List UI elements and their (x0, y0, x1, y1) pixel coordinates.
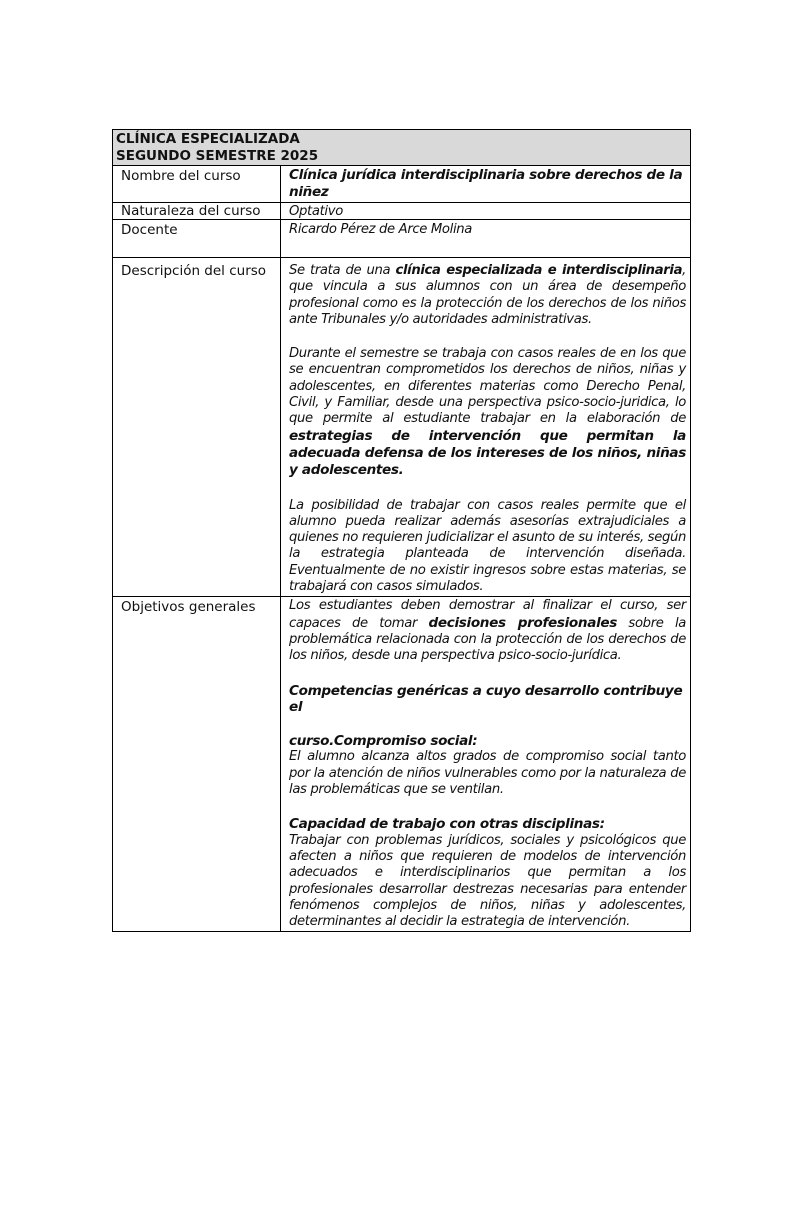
docente-value (281, 220, 691, 258)
capacidad-heading: Capacidad de trabajo con otras disciplinas: (289, 816, 605, 833)
descripcion-p2-bold: estrategias de intervención que permitan la adecuada defensa de los intereses de los niños, niñas y adolescentes. (289, 427, 686, 479)
naturaleza-value: Optativo (281, 203, 691, 220)
descripcion-label: Descripción del curso (113, 258, 281, 597)
capacidad-text: Trabajar con problemas jurídicos, sociales y psicológicos que afecten a niños que requieren de modelos de intervención adecuados e interdisciplinarios que permitan a los profesionales desarrollar destrezas necesarias para entender fenómenos complejos de niños, niñas y adolescentes, determinantes al decidir la estrategia de intervención. (289, 832, 686, 930)
objetivos-value (281, 597, 691, 932)
table-header (113, 130, 691, 166)
objetivos-p1-c: sobre la problemática relacionada con la protección de los derechos de los niños, desde una perspectiva psico-socio-jurídica. (289, 615, 687, 664)
table-row (113, 203, 691, 220)
descripcion-p1-bold: clínica especializada e interdisciplinaria (395, 263, 683, 278)
descripcion-value (281, 258, 691, 597)
descripcion-p1-a: Se trata de una (289, 263, 396, 278)
objetivos-label: Objetivos generales (113, 597, 281, 932)
descripcion-p1-c: , que vincula a sus alumnos con un área de desempeño profesional como es la protección de los derechos de los niños ante Tribunales y/o autoridades administrativas. (289, 263, 686, 327)
descripcion-p2-a: Durante el semestre se trabaja con casos reales de en los que se encuentran comprometidos los derechos de niños, niñas y adolescentes, en diferentes materias como Derecho Penal, Civil, y Familiar, desde una perspectiva psico-socio-juridica, lo que permite al estudiante trabajar en la elaboración de (289, 346, 686, 427)
table-row (113, 220, 691, 258)
objetivos-p1-bold: decisiones profesionales (428, 614, 617, 631)
objetivos-p1-a: Los estudiantes deben demostrar al finalizar el curso, ser capaces de tomar (289, 598, 686, 631)
header-line-1: CLÍNICA ESPECIALIZADA (116, 131, 300, 147)
course-info-table (112, 129, 691, 932)
table-row (113, 166, 691, 203)
descripcion-paragraph-1 (289, 263, 686, 328)
descripcion-paragraph-3: La posibilidad de trabajar con casos reales permite que el alumno pueda realizar además asesorías extrajudiciales a quienes no requieren judicializar el asunto de su interés, según la estrategia planteada de intervención diseñada. Eventualmente de no existir ingresos sobre estas materias, se trabajará con casos simulados. (289, 497, 686, 595)
competencias-heading-2: curso.Compromiso social: (289, 733, 478, 750)
objetivos-paragraph-1 (289, 598, 686, 664)
compromiso-text: El alumno alcanza altos grados de compromiso social tanto por la atención de niños vulnerables como por la naturaleza de las problemáticas que se ventilan. (289, 749, 686, 798)
nombre-label: Nombre del curso (113, 166, 281, 203)
docente-name: Ricardo Pérez de Arce Molina (289, 222, 473, 237)
table-row (113, 597, 691, 932)
descripcion-paragraph-2 (289, 346, 686, 479)
docente-label: Docente (113, 220, 281, 258)
header-line-2: SEGUNDO SEMESTRE 2025 (116, 148, 319, 164)
naturaleza-label: Naturaleza del curso (113, 203, 281, 220)
table-row (113, 258, 691, 597)
competencias-heading-1: Competencias genéricas a cuyo desarrollo contribuye el (289, 682, 683, 715)
table-header-row (113, 130, 691, 166)
nombre-value: Clínica jurídica interdisciplinaria sobre derechos de la niñez (281, 166, 691, 203)
